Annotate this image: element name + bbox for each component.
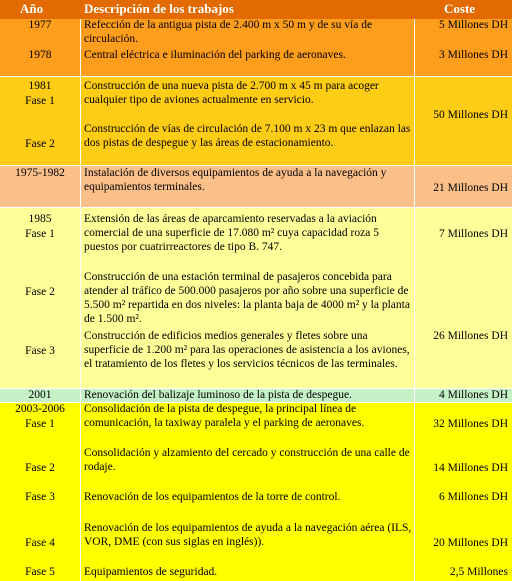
cost-cell: 26 Millones DH	[433, 330, 508, 342]
cost-cell: 7 Millones DH	[439, 228, 508, 240]
phase-cell: Fase 5	[25, 566, 55, 578]
cost-cell: 4 Millones DH	[439, 389, 508, 401]
description-cell: Renovación de los equipamientos de ayuda a la navegación aérea (ILS, VOR, DME (con sus siglas en inglés)).	[84, 522, 412, 548]
description-cell: Consolidación de la pista de despegue, la principal línea de comunicación, la taxiway paralela y el parking de aeronaves.	[84, 403, 365, 429]
phase-cell: Fase 1	[25, 228, 55, 240]
description-cell: Extensión de las áreas de aparcamiento reservadas a la aviación comercial de una superficie de 17.080 m² cuya capacidad roza 5 puestos por cuatrirreactores de tipo B. 747.	[84, 213, 379, 253]
cost-cell: 5 Millones DH	[439, 19, 508, 31]
description-cell: Instalación de diversos equipamientos de ayuda a la navegación y equipamientos terminales.	[84, 167, 387, 193]
description-cell: Construcción de una nueva pista de 2.700 m x 45 m para acoger cualquier tipo de aviones actualmente en servicio.	[84, 80, 379, 106]
description-cell: Central eléctrica e iluminación del parking de aeronaves.	[84, 49, 346, 61]
cost-cell: 6 Millones DH	[439, 491, 508, 503]
year-cell: 1985	[28, 213, 52, 225]
column-divider	[80, 19, 81, 581]
cost-cell: 3 Millones DH	[439, 49, 508, 61]
year-cell: 1978	[28, 49, 52, 61]
cost-cell: 21 Millones DH	[433, 182, 508, 194]
cost-cell: 14 Millones DH	[433, 462, 508, 474]
year-cell: 1975-1982	[15, 167, 65, 179]
phase-cell: Fase 2	[25, 138, 55, 150]
header-cost: Coste	[444, 1, 476, 16]
phase-cell: Fase 4	[25, 537, 55, 549]
row-divider	[0, 207, 512, 208]
header-description: Descripción de los trabajos	[84, 1, 234, 16]
cost-cell: 20 Millones DH	[433, 537, 508, 549]
phase-cell: Fase 3	[25, 491, 55, 503]
cost-cell: 2,5 Millones	[449, 566, 508, 578]
description-cell: Construcción de edificios medios generales y fletes sobre una superficie de 1.200 m² para las operaciones de asistencia a los aviones, el tratamiento de los fletes y los servicios técnicos de las terminales.	[84, 330, 410, 370]
phase-cell: Fase 2	[25, 286, 55, 298]
phase-cell: Fase 2	[25, 462, 55, 474]
description-cell: Construcción de vías de circulación de 7.100 m x 23 m que enlazan las dos pistas de despegue y las áreas de estacionamiento.	[84, 123, 411, 149]
description-cell: Consolidación y alzamiento del cercado y construcción de una calle de rodaje.	[84, 447, 410, 473]
row-divider	[0, 76, 512, 77]
phase-cell: Fase 3	[25, 345, 55, 357]
phase-cell: Fase 1	[25, 418, 55, 430]
table-header	[0, 0, 512, 19]
cost-cell: 50 Millones DH	[433, 109, 508, 121]
description-cell: Refección de la antigua pista de 2.400 m x 50 m y de su vía de circulación.	[84, 19, 373, 45]
description-cell: Equipamientos de seguridad.	[84, 566, 218, 578]
phase-cell: Fase 1	[25, 95, 55, 107]
year-cell: 2001	[28, 389, 52, 401]
description-cell: Renovación de los equipamientos de la torre de control.	[84, 491, 341, 503]
cost-cell: 32 Millones DH	[433, 418, 508, 430]
year-cell: 2003-2006	[15, 403, 65, 415]
description-cell: Renovación del balizaje luminoso de la pista de despegue.	[84, 389, 352, 401]
header-year: Año	[20, 1, 44, 16]
description-cell: Construcción de una estación terminal de pasajeros concebida para atender al tráfico de 500.000 pasajeros por año sobre una superficie de 5.500 m² repartida en dos niveles: la planta baja de 4000 m² y la planta de 1.500 m².	[84, 271, 410, 325]
year-cell: 1977	[28, 19, 52, 31]
year-cell: 1981	[28, 80, 52, 92]
